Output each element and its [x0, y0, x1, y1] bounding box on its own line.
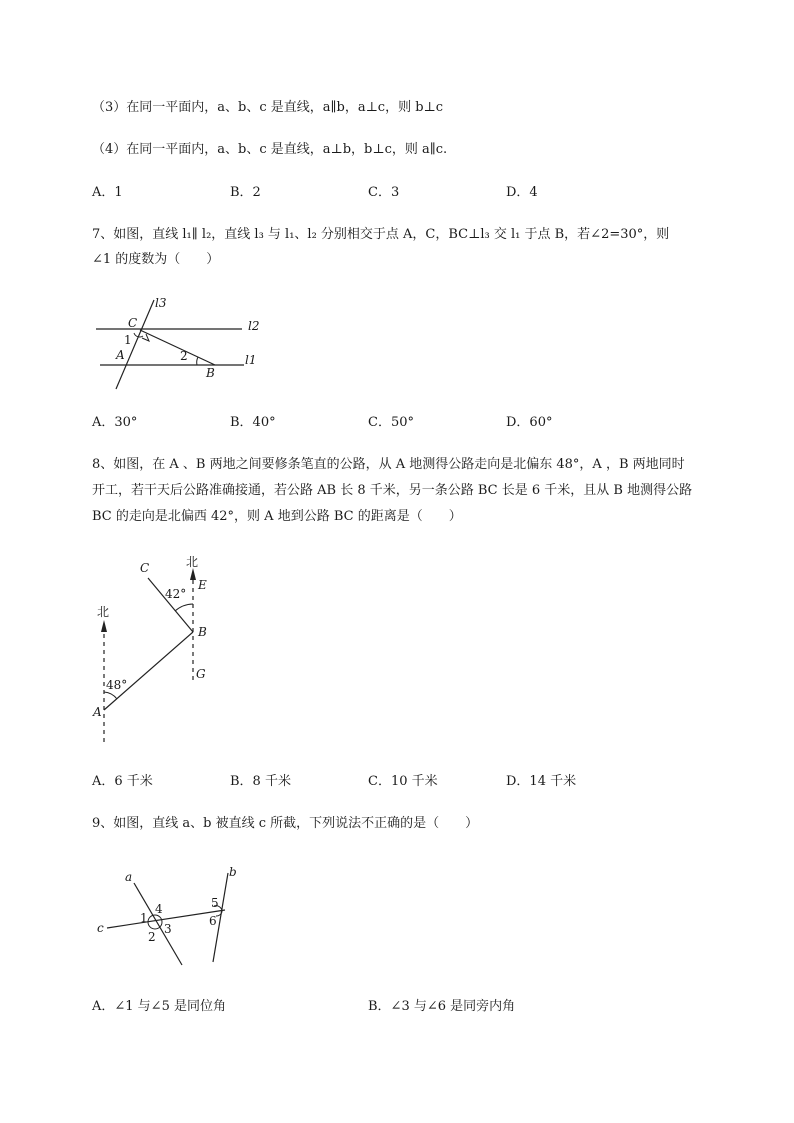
q9-label-c: c [97, 921, 104, 935]
q9-label-1: 1 [140, 911, 148, 925]
q8-option-c: C．10 千米 [368, 774, 438, 789]
q9-label-3: 3 [164, 922, 172, 936]
q9-label-b: b [229, 865, 237, 879]
q9-label-5: 5 [211, 896, 219, 910]
q6-option-a: A．1 [92, 185, 123, 200]
q8-label-b: B [198, 625, 207, 639]
q9-option-b: B．∠3 与∠6 是同旁内角 [368, 999, 516, 1014]
q6-statement-4: （4）在同一平面内，a、b、c 是直线，a⊥b，b⊥c，则 a∥c. [92, 142, 448, 157]
q7-label-l1: l1 [245, 353, 257, 367]
q9-stem-line-1: 9、如图，直线 a、b 被直线 c 所截，下列说法不正确的是（ ） [92, 816, 479, 831]
q7-label-a: A [116, 348, 125, 362]
q7-option-d: D．60° [506, 415, 553, 430]
q8-label-a: A [93, 705, 102, 719]
q9-label-4: 4 [155, 902, 163, 916]
q7-label-angle-1: 1 [124, 333, 132, 347]
q8-label-angle-48: 48° [106, 678, 128, 692]
q9-option-a: A．∠1 与∠5 是同位角 [92, 999, 226, 1014]
q7-option-b: B．40° [230, 415, 276, 430]
q8-label-e: E [198, 578, 207, 592]
q7-stem-line-1: 7、如图，直线 l₁∥ l₂，直线 l₃ 与 l₁、l₂ 分别相交于点 A，C，BC⊥l₃ 交 l₁ 于点 B，若∠2=30°，则 [92, 227, 670, 242]
q8-option-a: A．6 千米 [92, 774, 153, 789]
q9-label-6: 6 [209, 914, 217, 928]
q7-label-c: C [128, 316, 138, 330]
q6-option-b: B．2 [230, 185, 261, 200]
q6-statement-3: （3）在同一平面内，a、b、c 是直线，a∥b，a⊥c，则 b⊥c [92, 100, 444, 115]
q8-stem-line-3: BC 的走向是北偏西 42°，则 A 地到公路 BC 的距离是（ ） [92, 509, 462, 524]
q8-stem-line-2: 开工，若干天后公路准确接通，若公路 AB 长 8 千米，另一条公路 BC 长是 6 千米，且从 B 地测得公路 [92, 483, 693, 498]
q6-option-d: D．4 [506, 185, 538, 200]
q7-label-angle-2: 2 [180, 349, 188, 363]
q8-label-angle-42: 42° [165, 587, 187, 601]
q8-label-g: G [196, 667, 206, 681]
q8-option-d: D．14 千米 [506, 774, 577, 789]
q7-label-l3: l3 [155, 296, 167, 310]
q8-label-c: C [140, 561, 150, 575]
q8-option-b: B．8 千米 [230, 774, 291, 789]
q8-label-north-right: 北 [186, 555, 199, 569]
q8-label-north-left: 北 [97, 605, 110, 619]
q7-label-b: B [206, 366, 215, 380]
q9-options [92, 997, 712, 1017]
q7-label-l2: l2 [248, 319, 260, 333]
q7-option-c: C．50° [368, 415, 414, 430]
q6-option-c: C．3 [368, 185, 400, 200]
q7-stem-line-2: ∠1 的度数为（ ） [92, 252, 220, 267]
q9-label-a: a [125, 870, 133, 884]
q9-label-2: 2 [148, 930, 156, 944]
q7-option-a: A．30° [92, 415, 138, 430]
q8-stem-line-1: 8、如图，在 A 、B 两地之间要修条笔直的公路，从 A 地测得公路走向是北偏东 48°，A ，B 两地同时 [92, 457, 685, 472]
